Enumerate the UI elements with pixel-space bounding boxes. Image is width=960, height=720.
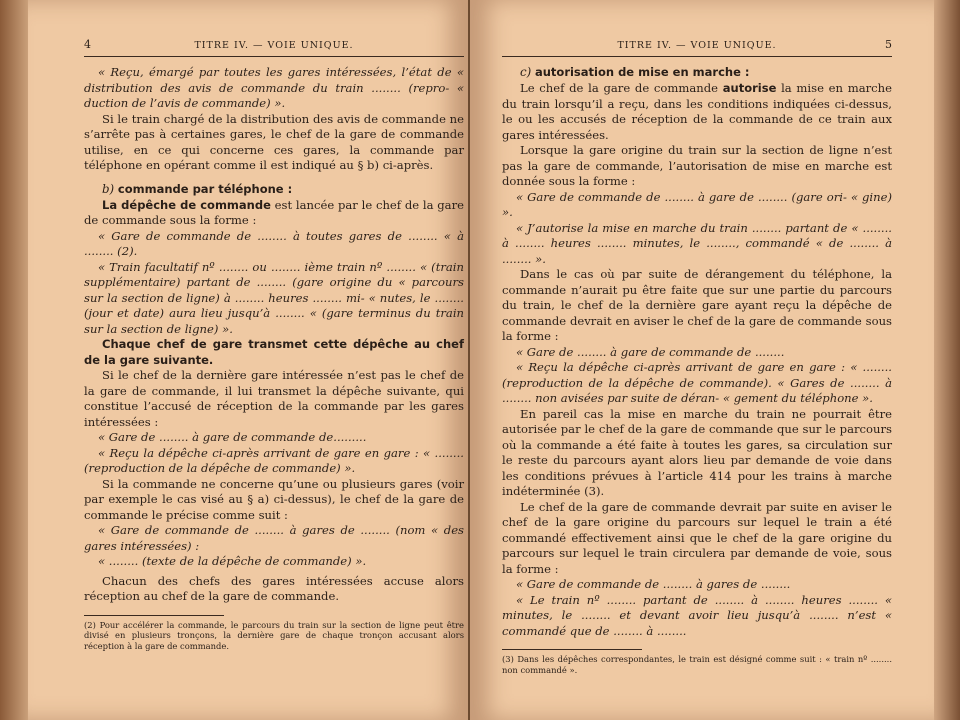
running-head-title: TITRE IV. — VOIE UNIQUE. [617, 40, 777, 51]
bold-paragraph: Chaque chef de gare transmet cette dépêche au chef de la gare suivante. [84, 337, 464, 367]
quote-paragraph: « Gare de ........ à gare de commande de......... [98, 430, 367, 444]
quote-paragraph: « Gare de commande de ........ à gares de ........ (nom « des gares intéressées) : [84, 523, 464, 553]
paragraph: En pareil cas la mise en marche du train ne pourrait être autorisée par le chef de la gare de commande que sur le parcours où la commande a été faite à toutes les gares, sa circulation sur le reste du parcours ayant alors lieu par demande de voie dans les conditions prévues à l’article 414 pour les trains à marche indéterminée (3). [502, 406, 892, 498]
quote-paragraph: « J’autorise la mise en marche du train ........ partant de « ........ à ........ heures ........ minutes, le ........, commandé « de ........ à ........ ». [502, 220, 892, 266]
left-page [28, 0, 468, 720]
quote-paragraph: « Gare de commande de ........ à gare de ........ (gare ori- « gine) ». [502, 189, 892, 219]
quote-paragraph: « Le train nº ........ partant de ........ à ........ heures ........ « minutes, le ........ et devant avoir lieu jusqu’à ........ n’est « commandé que de ........ à ........ [502, 592, 892, 638]
paragraph [84, 198, 464, 229]
quote-paragraph: « ........ (texte de la dépêche de commande) ». [98, 554, 367, 568]
footnote: (2) Pour accélérer la commande, le parcours du train sur la section de ligne peut être divisé en plusieurs tronçons, la dernière gare de chaque tronçon accusant alors réception à la gare de commande. [84, 619, 464, 651]
running-head-title: TITRE IV. — VOIE UNIQUE. [194, 40, 354, 51]
quote-paragraph: « Reçu la dépêche ci-après arrivant de gare en gare : « ........ (reproduction de la dépêche de commande). « Gares de ........ à ........ non avisées par suite de déran- « gement du téléphone ». [502, 360, 892, 405]
right-page [470, 0, 934, 720]
right-page-content [502, 40, 892, 675]
paragraph [502, 81, 892, 143]
section-heading-c [520, 65, 892, 79]
page-number: 5 [885, 38, 892, 51]
paragraph: Le chef de la gare de commande devrait par suite en aviser le chef de la gare origine du parcours sur lequel le train a été commandé effectivement ainsi que le chef de la gare origine du parcours sur lequel le train circulera par demande de voie, sous la forme : [502, 499, 892, 576]
quote-paragraph: « Reçu la dépêche ci-après arrivant de gare en gare : « ........ (reproduction de la dépêche de commande) ». [84, 445, 464, 475]
footnote-rule [84, 615, 224, 616]
quote-paragraph: « Train facultatif nº ........ ou ........ ième train nº ........ « (train supplémentaire) partant de ........ (gare origine du « parcours sur la section de ligne) à ........ heures ........ mi- « nutes, le ........ (jour et date) aura lieu jusqu’à ........ « (gare terminus du train sur la section de ligne) ». [84, 259, 464, 336]
footnote-rule [502, 649, 642, 650]
section-heading-b [102, 182, 464, 196]
quote-paragraph: « Gare de ........ à gare de commande de ........ [516, 344, 785, 359]
paragraph-text: Le chef de la gare de commande [520, 81, 723, 95]
section-label: c) [520, 65, 532, 79]
section-label: b) [102, 181, 115, 196]
footnote: (3) Dans les dépêches correspondantes, le train est désigné comme suit : « train nº ........ non commandé ». [502, 654, 892, 675]
header-rule [84, 56, 464, 57]
quote-paragraph: « Reçu, émargé par toutes les gares intéressées, l’état de « distribution des avis de commande du train ........ (repro- « duction de l’avis de commande) ». [84, 65, 464, 110]
paragraph: Si la commande ne concerne qu’une ou plusieurs gares (voir par exemple le cas visé au § a) ci-dessus), le chef de la gare de commande le précise comme suit : [84, 476, 464, 522]
left-running-head [84, 40, 464, 54]
header-rule [502, 56, 892, 57]
paragraph: Lorsque la gare origine du train sur la section de ligne n’est pas la gare de commande, l’autorisation de mise en marche est donnée sous la forme : [502, 143, 892, 188]
paragraph: Chacun des chefs des gares intéressées accuse alors réception au chef de la gare de commande. [84, 573, 464, 603]
paragraph-text: la mise en marche du train lorsqu’il a reçu, dans les conditions indiquées ci-dessus, le ou les accusés de réception de la commande de ce train aux gares intéressées. [502, 81, 892, 142]
section-title: commande par téléphone : [117, 181, 293, 196]
bold-term: La dépêche de commande [102, 197, 271, 212]
paragraph: Si le train chargé de la distribution des avis de commande ne s’arrête pas à certaines gares, le chef de la gare de commande utilise, en ce qui concerne ces gares, la commande par téléphone en opérant comme il est indiqué au § b) ci-après. [84, 111, 464, 172]
quote-paragraph: « Gare de commande de ........ à gares de ........ [516, 577, 791, 591]
bold-term: autorise [722, 81, 777, 95]
right-running-head [502, 40, 892, 54]
section-title: autorisation de mise en marche : [534, 65, 750, 79]
left-page-edges [0, 0, 28, 720]
left-page-content [84, 40, 464, 651]
quote-paragraph: « Gare de commande de ........ à toutes gares de ........ « à ........ (2). [84, 228, 464, 258]
page-number: 4 [84, 38, 91, 51]
paragraph: Si le chef de la dernière gare intéressée n’est pas le chef de la gare de commande, il lui transmet la dépêche suivante, qui constitue l’accusé de réception de la commande par les gares intéressées : [84, 368, 464, 429]
right-page-edges [934, 0, 960, 720]
paragraph: Dans le cas où par suite de dérangement du téléphone, la commande n’aurait pu être faite que sur une partie du parcours du train, le chef de la dernière gare ayant reçu la dépêche de commande devrait en aviser le chef de la gare de commande sous la forme : [502, 267, 892, 343]
paragraph-text: est lancée par le chef de la gare de commande sous la forme : [84, 197, 464, 227]
